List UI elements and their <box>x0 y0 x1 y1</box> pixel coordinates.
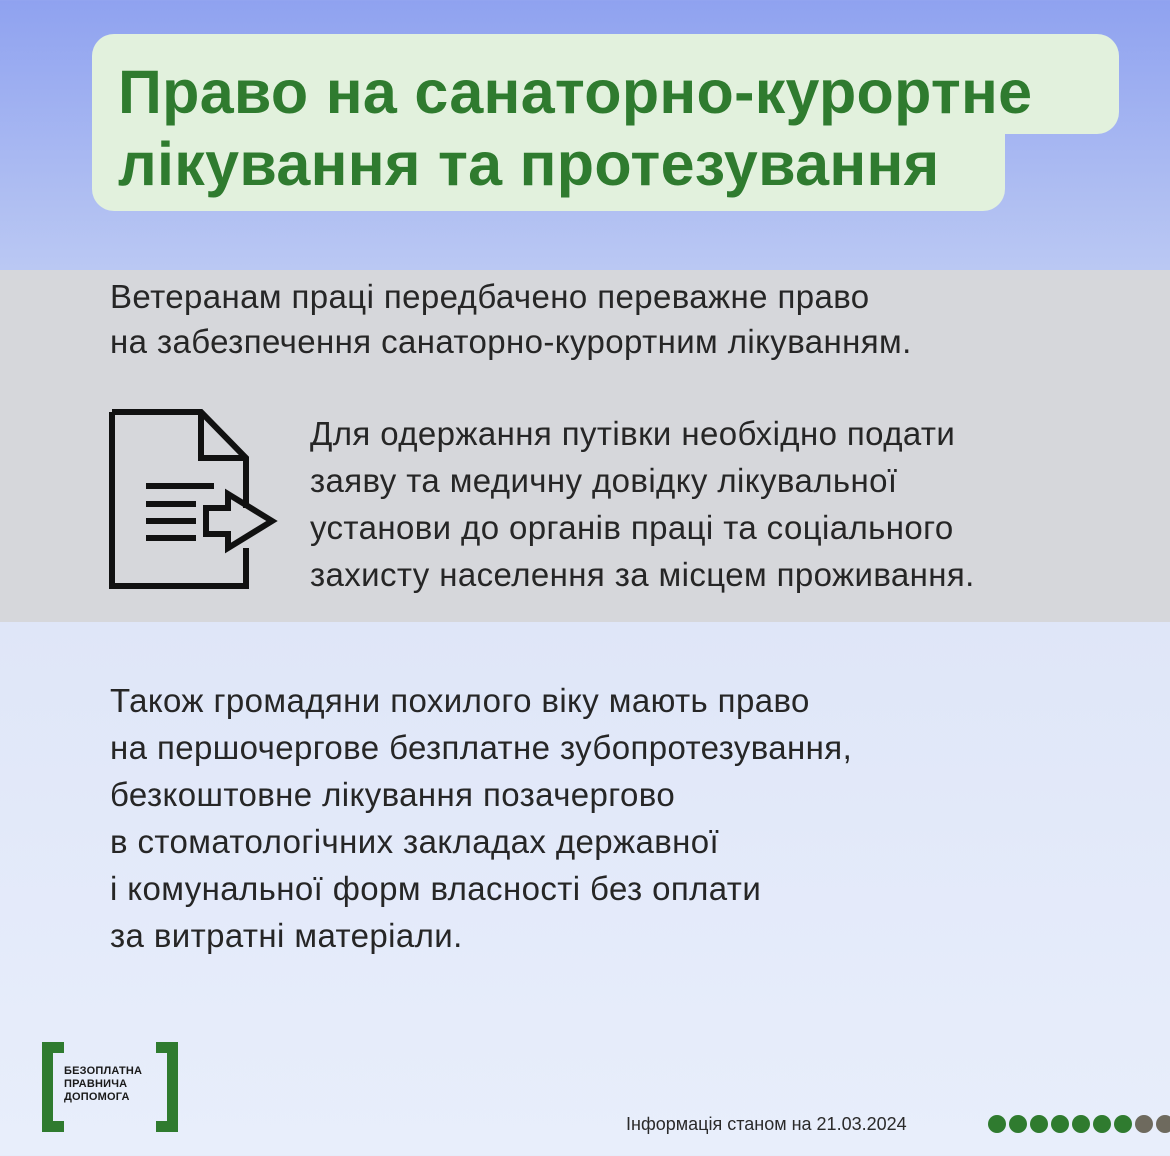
page-dot <box>988 1115 1006 1133</box>
logo-line: ПРАВНИЧА <box>64 1078 128 1090</box>
logo-line: БЕЗОПЛАТНА <box>64 1065 143 1077</box>
page-dot <box>1030 1115 1048 1133</box>
logo-text <box>64 1065 142 1104</box>
page-dot <box>1072 1115 1090 1133</box>
page-dot <box>1156 1115 1170 1133</box>
intro-line: Ветеранам праці передбачено переважне право <box>110 278 870 315</box>
document-line: заяву та медичну довідку лікувальної <box>310 462 898 499</box>
page-title-line-2: лікування та протезування <box>118 130 940 198</box>
elderly-line: Також громадяни похилого віку мають право <box>110 682 810 719</box>
document-paragraph <box>310 410 975 598</box>
page-dot <box>1051 1115 1069 1133</box>
page-dot <box>1093 1115 1111 1133</box>
document-arrow-icon <box>108 408 288 592</box>
page-indicator-dots <box>988 1115 1170 1133</box>
elderly-line: за витратні матеріали. <box>110 917 463 954</box>
logo-line: ДОПОМОГА <box>64 1091 130 1103</box>
page-dot <box>1135 1115 1153 1133</box>
intro-line: на забезпечення санаторно-курортним лікуванням. <box>110 323 912 360</box>
page-dot <box>1009 1115 1027 1133</box>
document-line: установи до органів праці та соціального <box>310 509 954 546</box>
page-dot <box>1114 1115 1132 1133</box>
elderly-paragraph <box>110 677 852 959</box>
page-title <box>118 56 1032 200</box>
elderly-line: і комунальної форм власності без оплати <box>110 870 762 907</box>
elderly-line: в стоматологічних закладах державної <box>110 823 720 860</box>
title-banner <box>92 34 1119 211</box>
document-line: захисту населення за місцем проживання. <box>310 556 975 593</box>
elderly-line: на першочергове безплатне зубопротезування, <box>110 729 853 766</box>
page-title-line-1: Право на санаторно-курортне <box>118 58 1033 126</box>
elderly-line: безкоштовне лікування позачергово <box>110 776 676 813</box>
info-date: Інформація станом на 21.03.2024 <box>626 1114 907 1134</box>
intro-paragraph <box>110 274 912 364</box>
document-line: Для одержання путівки необхідно подати <box>310 415 956 452</box>
